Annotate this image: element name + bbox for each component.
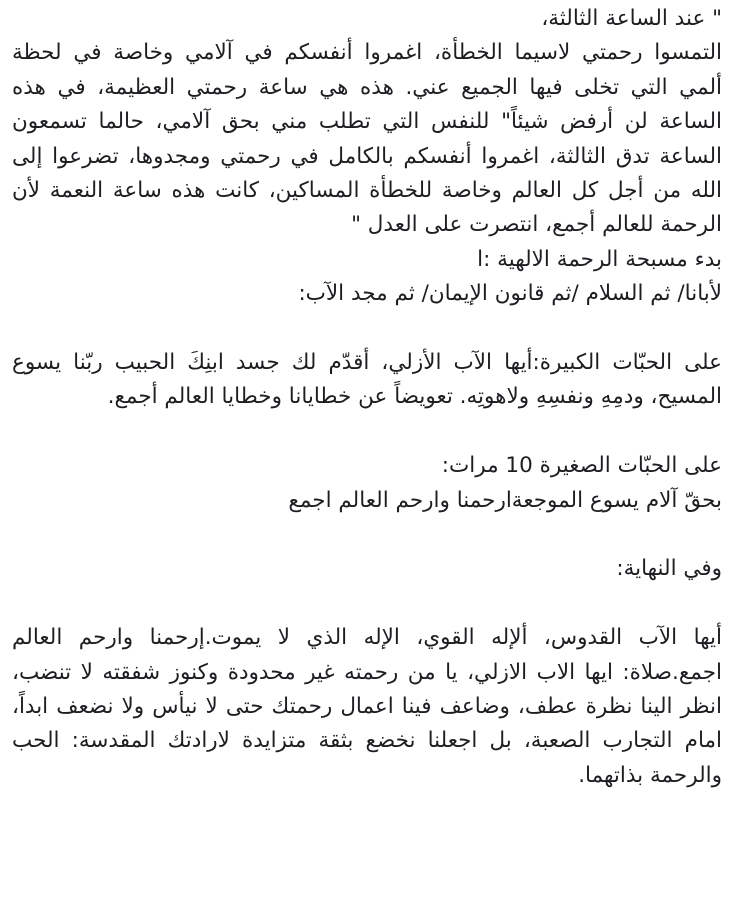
blank-line xyxy=(12,518,722,552)
ending-title: وفي النهاية: xyxy=(616,556,722,582)
opening-prayers-line: لأبانا/ ثم السلام /ثم قانون الإيمان/ ثم مجد الآب: xyxy=(298,281,722,307)
blank-line xyxy=(12,587,722,621)
blank-line xyxy=(12,312,722,346)
intro-title: " عند الساعة الثالثة، xyxy=(541,6,722,31)
small-beads-title: على الحبّات الصغيرة 10 مرات: xyxy=(441,453,722,479)
small-beads-prayer: بحقّ آلام يسوع الموجعةارحمنا وارحم العالم اجمع xyxy=(288,487,722,513)
blank-line xyxy=(12,415,722,449)
intro-body: التمسوا رحمتي لاسيما الخطأة، اغمروا أنفسكم في آلامي وخاصة في لحظة ألمي التي تخلى فيها الجميع عني. هذه هي ساعة رحمتي العظيمة، في هذه الساعة لن أرفض شيئاً" للنفس التي تطلب مني بحق آلامي، حالما تسمعون الساعة تدق الثالثة، اغمروا أنفسكم بالكامل في رحمتي ومجدوها، تضرعوا إلى الله من أجل كل العالم وخاصة للخطأة المساكين، كانت هذه ساعة النعمة لأن الرحمة للعالم أجمع، انتصرت على العدل " xyxy=(12,40,722,238)
closing-prayer-paragraph: أيها الآب القدوس، ألإله القوي، الإله الذي لا يموت.إرحمنا وارحم العالم اجمع.صلاة: ايها الاب الازلي، يا من رحمته غير محدودة وكنوز شفقته لا تنضب، انظر الينا نظرة عطف، وضاعف فينا اعمال رحمتك حتى لا نيأس ولا نضعف ابداً، امام التجارب الصعبة، بل اجعلنا نخضع بثقة متزايدة لارادتك المقدسة: الحب والرحمة بذاتهما. xyxy=(12,625,722,788)
large-beads-paragraph: على الحبّات الكبيرة:أيها الآب الأزلي، أقدّم لك جسد ابنِكَ الحبيب ربّنا يسوع المسيح، ودمِهِ ونفسِهِ ولاهوتِه. تعويضاً عن خطايانا وخطايا العالم أجمع. xyxy=(12,350,722,410)
rosary-start-line: بدء مسبحة الرحمة الالهية :ا xyxy=(477,246,722,272)
